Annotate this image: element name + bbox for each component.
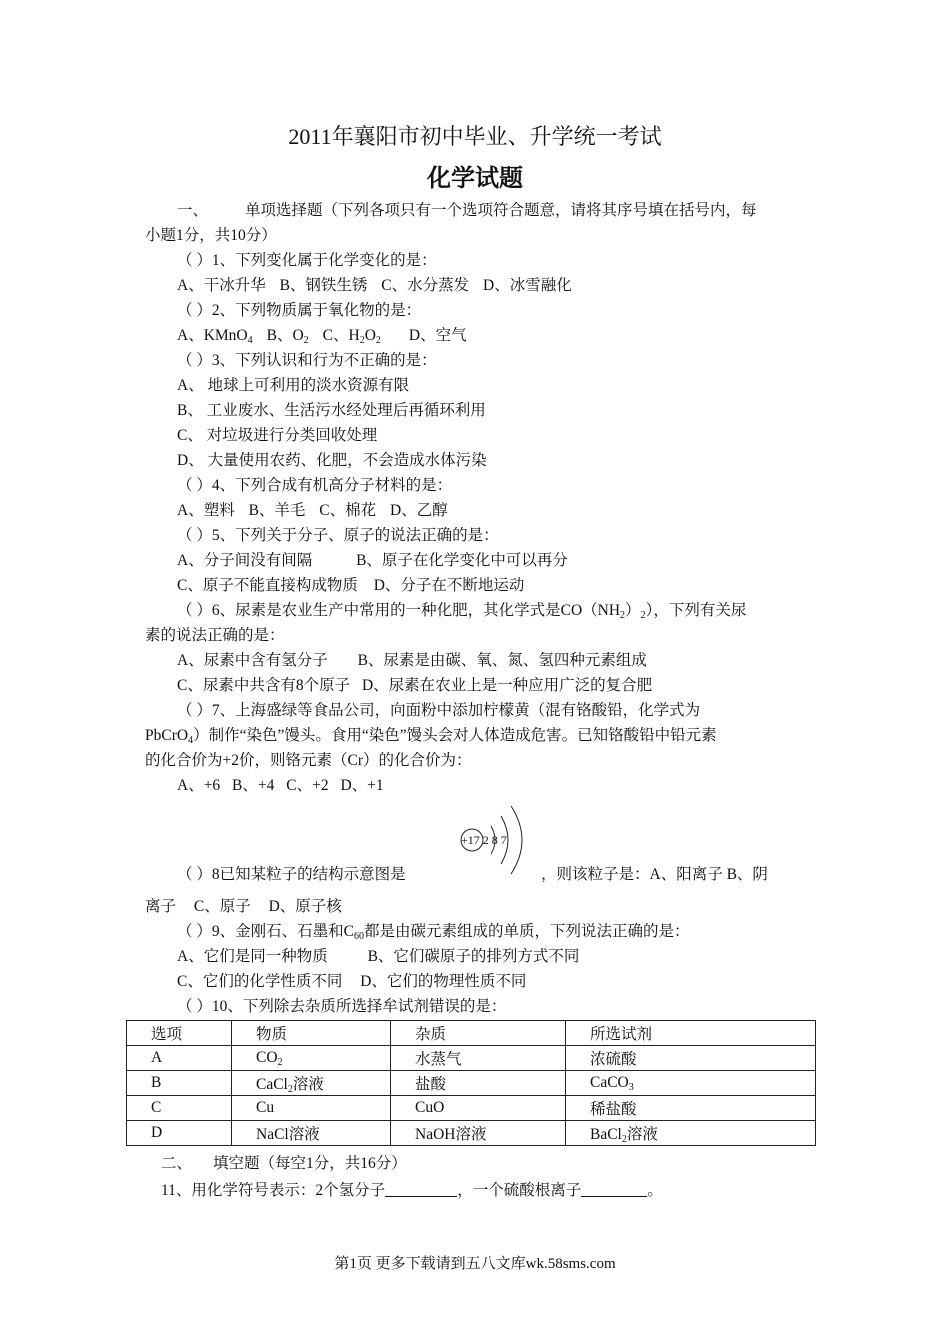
table-header-row [127, 1021, 816, 1046]
q9-options-ab: A、它们是同一种物质 B、它们碳原子的排列方式不同 [177, 948, 580, 965]
q4-stem: （ ）4、下列合成有机高分子材料的是： [177, 477, 453, 494]
table-cell: $CO_2$ [232, 1046, 391, 1071]
q9-stem-b: 都是由碳元素组成的单质，下列说法正确的是： [363, 923, 690, 940]
table-cell: 水蒸气 [391, 1046, 566, 1071]
q11-text-a: 11、用化学符号表示：2个氢分子 [161, 1182, 386, 1199]
table-cell: 浓硫酸 [566, 1046, 816, 1071]
electron-shell-3 [511, 806, 522, 874]
q10-stem: （ ）10、下列除去杂质所选择牟试剂错误的是： [177, 998, 507, 1015]
q6-options-ab: A、尿素中含有氢分子 B、尿素是由碳、氧、氮、氢四种元素组成 [177, 652, 647, 669]
section1-heading-cont: 小题1分，共10分） [145, 227, 277, 244]
q7-options: A、+6 B、+4 C、+2 D、+1 [177, 777, 384, 794]
q3-option-a: A、 地球上可利用的淡水资源有限 [177, 377, 410, 394]
q6-stem-a: （ ）6、尿素是农业生产中常用的一种化肥，其化学式是CO（NH [177, 602, 621, 619]
table-cell: D [127, 1121, 232, 1146]
q11-text-c: 。 [647, 1182, 663, 1199]
q2-options: A、KMnO$_4$ B、$O_2$ C、$H_2O_2$ D、空气 [177, 327, 467, 346]
reagent-table [126, 1020, 816, 1146]
table-cell: 盐酸 [391, 1071, 566, 1096]
section2-number: 二、 [161, 1155, 193, 1172]
page-footer: 第1页 更多下载请到五八文库wk.58sms.com [334, 1256, 616, 1272]
table-cell: A [127, 1046, 232, 1071]
q1-options: A、干冰升华 B、钢铁生锈 C、水分蒸发 D、冰雪融化 [177, 277, 572, 294]
table-cell: BaCl$_2$溶液 [566, 1121, 816, 1146]
q8-stem-b: ，则该粒子是：A、阳离子 B、阴 [541, 866, 768, 883]
table-cell: NaOH溶液 [391, 1121, 566, 1146]
q1-stem: （ ）1、下列变化属于化学变化的是： [177, 252, 437, 269]
section1-heading [145, 198, 805, 223]
table-row [127, 1121, 816, 1146]
table-row [127, 1071, 816, 1096]
atom-label: +17 2 8 7 [461, 833, 507, 847]
q5-stem: （ ）5、下列关于分子、原子的说法正确的是： [177, 527, 499, 544]
q2-stem: （ ）2、下列物质属于氧化物的是： [177, 302, 422, 319]
q11-text-b: ，一个硫酸根离子 [457, 1182, 582, 1199]
table-row [127, 1096, 816, 1121]
exam-title: 2011年襄阳市初中毕业、升学统一考试 [288, 124, 662, 149]
atom-structure-diagram [455, 798, 555, 878]
table-header-cell: 物质 [232, 1021, 391, 1046]
q3-option-c: C、 对垃圾进行分类回收处理 [177, 427, 378, 444]
q7-line3: 的化合价为+2价，则铬元素（Cr）的化合价为： [145, 752, 472, 769]
section2-heading [145, 1150, 805, 1177]
table-header-cell: 所选试剂 [566, 1021, 816, 1046]
exam-subtitle: 化学试题 [427, 164, 523, 192]
table-cell: C [127, 1096, 232, 1121]
table-cell: 稀盐酸 [566, 1096, 816, 1121]
table-header-cell: 选项 [127, 1021, 232, 1046]
q11 [145, 1177, 805, 1204]
q6-stem: （ ）6、尿素是农业生产中常用的一种化肥，其化学式是$CO(NH_2)_2$），下列有关尿 [177, 602, 747, 621]
table-row [127, 1046, 816, 1071]
table-cell: B [127, 1071, 232, 1096]
q3-stem: （ ）3、下列认识和行为不正确的是： [177, 352, 437, 369]
section2 [145, 1150, 805, 1204]
answer-blank[interactable] [581, 1180, 647, 1197]
answer-blank[interactable] [385, 1180, 457, 1197]
q9-stem: （ ）9、金刚石、石墨和$C_{60}$都是由碳元素组成的单质，下列说法正确的是： [177, 923, 690, 942]
table-cell: CuO [391, 1096, 566, 1121]
q9-stem-a: （ ）9、金刚石、石墨和C [177, 923, 354, 940]
section1-heading-text: 单项选择题（下列各项只有一个选项符合题意，请将其序号填在括号内，每 [245, 202, 757, 219]
table-cell: CaCl$_2$溶液 [232, 1071, 391, 1096]
q7-line1: （ ）7、上海盛绿等食品公司，向面粉中添加柠檬黄（混有铬酸铅，化学式为 [177, 702, 701, 719]
section2-heading-text: 填空题（每空1分，共16分） [213, 1155, 407, 1172]
table-cell: NaCl溶液 [232, 1121, 391, 1146]
section1-number: 一、 [177, 202, 209, 219]
q8-block [145, 798, 805, 888]
q6-options-cd: C、尿素中共含有8个原子 D、尿素在农业上是一种应用广泛的复合肥 [177, 677, 653, 694]
table-cell: CaCO$_3$ [566, 1071, 816, 1096]
table-cell: Cu [232, 1096, 391, 1121]
q6-stem-cont: 素的说法正确的是： [145, 627, 285, 644]
q5-options-cd: C、原子不能直接构成物质 D、分子在不断地运动 [177, 577, 525, 594]
exam-body [145, 198, 805, 1019]
q9-options-cd: C、它们的化学性质不同 D、它们的物理性质不同 [177, 973, 527, 990]
q3-option-d: D、 大量使用农药、化肥，不会造成水体污染 [177, 452, 487, 469]
q4-options: A、塑料 B、羊毛 C、棉花 D、乙醇 [177, 502, 448, 519]
q7-line2-text: ）制作“染色”馒头。食用“染色”馒头会对人体造成危害。已知铬酸铅中铅元素 [193, 727, 717, 744]
q3-option-b: B、 工业废水、生活污水经处理后再循环利用 [177, 402, 486, 419]
q8-stem-cont: 离子 C、原子 D、原子核 [145, 898, 342, 915]
q5-options-ab: A、分子间没有间隔 B、原子在化学变化中可以再分 [177, 552, 568, 569]
q8-stem-a: （ ）8已知某粒子的结构示意图是 [177, 866, 406, 883]
q6-stem-b: ），下列有关尿 [645, 602, 747, 619]
table-header-cell: 杂质 [391, 1021, 566, 1046]
q7-line2: PbCrO$_4$）制作“染色”馒头。食用“染色”馒头会对人体造成危害。已知铬酸铅中铅元素 [145, 727, 717, 746]
q7-formula: PbCrO [145, 727, 189, 744]
